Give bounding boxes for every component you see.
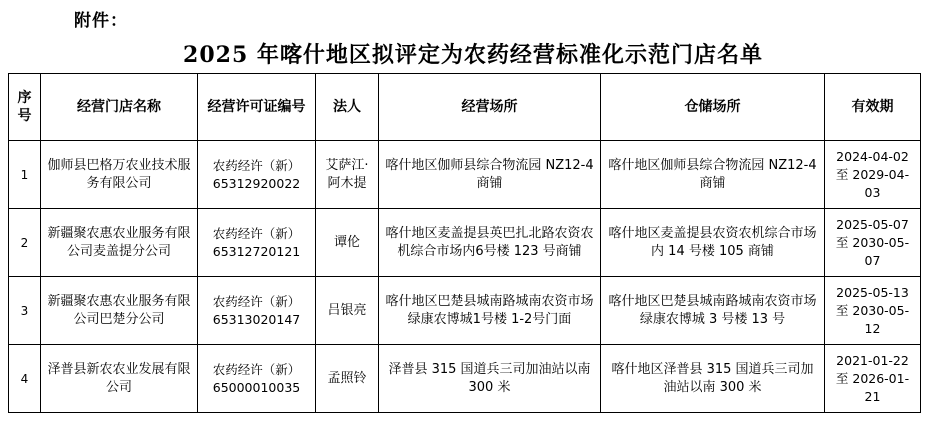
cell-validity: 2024-04-02 至 2029-04-03 (825, 141, 921, 209)
cell-legal-person: 谭伦 (316, 209, 379, 277)
cell-index: 1 (9, 141, 41, 209)
header-legal-person: 法人 (316, 74, 379, 141)
cell-business-place: 泽普县 315 国道兵三司加油站以南 300 米 (379, 345, 601, 413)
table-row (9, 345, 921, 413)
store-list-table (8, 73, 921, 413)
cell-storage-place: 喀什地区巴楚县城南路城南农资市场绿康农博城 3 号楼 13 号 (601, 277, 825, 345)
cell-storage-place: 喀什地区泽普县 315 国道兵三司加油站以南 300 米 (601, 345, 825, 413)
attachment-label: 附件： (74, 11, 128, 31)
header-store-name: 经营门店名称 (41, 74, 198, 141)
cell-store-name: 伽师县巴格万农业技术服务有限公司 (41, 141, 198, 209)
header-validity: 有效期 (825, 74, 921, 141)
cell-validity: 2021-01-22 至 2026-01-21 (825, 345, 921, 413)
table-row (9, 277, 921, 345)
cell-storage-place: 喀什地区伽师县综合物流园 NZ12-4 商铺 (601, 141, 825, 209)
header-business-place: 经营场所 (379, 74, 601, 141)
cell-business-place: 喀什地区伽师县综合物流园 NZ12-4 商铺 (379, 141, 601, 209)
cell-legal-person: 艾萨江·阿木提 (316, 141, 379, 209)
cell-license: 农药经许（新）65000010035 (198, 345, 316, 413)
cell-validity: 2025-05-13 至 2030-05-12 (825, 277, 921, 345)
cell-store-name: 新疆聚农惠农业服务有限公司巴楚分公司 (41, 277, 198, 345)
table-header-row (9, 74, 921, 141)
table-row (9, 209, 921, 277)
cell-legal-person: 孟照铃 (316, 345, 379, 413)
table-row (9, 141, 921, 209)
header-license: 经营许可证编号 (198, 74, 316, 141)
cell-index: 2 (9, 209, 41, 277)
document-title: 2025 年喀什地区拟评定为农药经营标准化示范门店名单 (183, 42, 763, 68)
header-storage-place: 仓储场所 (601, 74, 825, 141)
header-index: 序号 (9, 74, 41, 141)
cell-index: 4 (9, 345, 41, 413)
cell-index: 3 (9, 277, 41, 345)
cell-storage-place: 喀什地区麦盖提县农资农机综合市场内 14 号楼 105 商铺 (601, 209, 825, 277)
cell-license: 农药经许（新）65312920022 (198, 141, 316, 209)
cell-business-place: 喀什地区巴楚县城南路城南农资市场绿康农博城1号楼 1-2号门面 (379, 277, 601, 345)
cell-legal-person: 吕银亮 (316, 277, 379, 345)
cell-validity: 2025-05-07 至 2030-05-07 (825, 209, 921, 277)
cell-license: 农药经许（新）65313020147 (198, 277, 316, 345)
cell-store-name: 泽普县新农农业发展有限公司 (41, 345, 198, 413)
cell-license: 农药经许（新）65312720121 (198, 209, 316, 277)
cell-business-place: 喀什地区麦盖提县英巴扎北路农资农机综合市场内6号楼 123 号商铺 (379, 209, 601, 277)
cell-store-name: 新疆聚农惠农业服务有限公司麦盖提分公司 (41, 209, 198, 277)
